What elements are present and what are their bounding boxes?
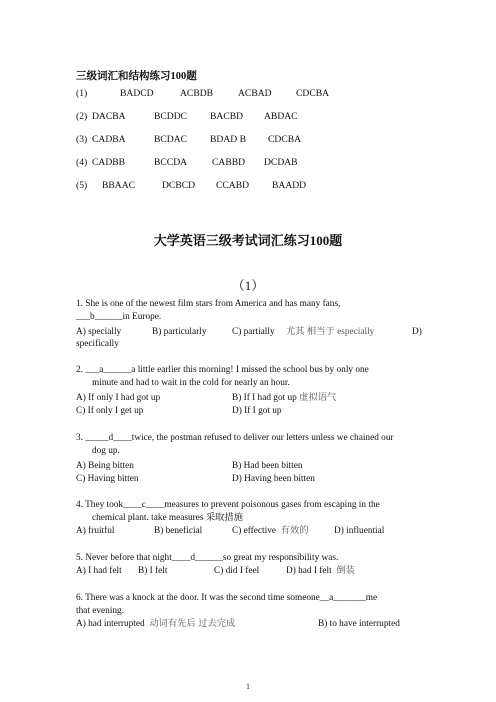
question-2-option-d: D) If I got up <box>232 406 282 416</box>
question-1-option-b: B) particularly <box>152 327 207 337</box>
question-3-option-a: A) Being bitten <box>76 461 134 471</box>
question-5-option-d-text: D) had I felt <box>286 566 332 576</box>
question-5-stem: 5. Never before that night____d______so great my responsibility was. <box>76 553 339 563</box>
question-3-stem-cont: dog up. <box>92 446 120 456</box>
question-5-option-b: B) I felt <box>138 566 168 576</box>
answer-group: BADCD <box>120 88 154 99</box>
question-2-blank: ___a______ <box>85 365 132 375</box>
answer-group: ACBAD <box>238 88 272 99</box>
question-2-option-b-text: B) If I had got up <box>232 393 297 403</box>
question-4-stem-cont: chemical plant. take measures 采取措施 <box>92 513 244 523</box>
answer-group: BDAD B <box>210 134 246 145</box>
answer-group: ABDAC <box>264 111 298 122</box>
answer-group: CADBB <box>92 157 126 168</box>
answer-row-label: (3) <box>76 134 88 145</box>
question-5-option-a: A) I had felt <box>76 566 122 576</box>
question-3-option-b: B) Had been bitten <box>232 461 303 471</box>
question-3-number: 3. <box>76 433 86 443</box>
question-2-option-c: C) If only I get up <box>76 406 144 416</box>
question-4-option-a: A) fruitful <box>76 526 115 536</box>
question-1-note: 尤其 相当于 especially <box>286 327 375 337</box>
answer-row-label: (5) <box>76 180 88 191</box>
answer-group: DCBCD <box>162 180 196 191</box>
question-1-stem: 1. She is one of the newest film stars from America and has many fans, <box>76 299 341 309</box>
question-6-option-a <box>76 618 235 630</box>
question-5-option-c: C) did I feel <box>214 566 260 576</box>
question-6-option-a-text: A) had interrupted <box>76 619 145 629</box>
question-2-note: 虚拟语气 <box>299 393 337 403</box>
question-1-stem-cont: ___b______in Europe. <box>76 312 162 322</box>
question-2-stem-text: a little earlier this morning! I missed the school bus by only one <box>131 365 369 375</box>
question-2-stem-cont: minute and had to wait in the cold for nearly an hour. <box>92 378 290 388</box>
answer-group: ACBDB <box>180 88 214 99</box>
answer-row-label: (2) <box>76 111 88 122</box>
question-2-number: 2. <box>76 365 86 375</box>
question-3-blank: _____d____ <box>85 433 132 443</box>
question-2-option-b <box>232 392 336 404</box>
answer-group: CABBD <box>212 157 246 168</box>
question-4-option-c-text: C) effective <box>232 526 276 536</box>
main-title: 大学英语三级考试词汇练习100题 <box>153 233 343 248</box>
question-3-stem <box>76 432 394 444</box>
question-5-option-d <box>286 565 355 577</box>
answer-group: CCABD <box>216 180 250 191</box>
question-6-stem-cont: that evening. <box>76 606 125 616</box>
answer-group: CADBA <box>92 134 126 145</box>
question-6-note: 动词有先后 过去完成 <box>149 619 236 629</box>
question-1-option-c: C) partially <box>232 327 275 337</box>
page-number: 1 <box>246 682 250 691</box>
answer-group: BBAAC <box>102 180 136 191</box>
section-label: （1） <box>231 278 265 293</box>
question-4-option-b: B) beneficial <box>154 526 203 536</box>
answer-group: DACBA <box>92 111 126 122</box>
question-2-option-a: A) If only I had got up <box>76 393 161 403</box>
question-6-stem: 6. There was a knock at the door. It was the second time someone__a_______me <box>76 593 378 603</box>
question-4-stem: 4. They took____c____measures to prevent poisonous gases from escaping in the <box>76 500 380 510</box>
question-3-option-d: D) Having been bitten <box>232 474 315 484</box>
answer-group: DCDAB <box>264 157 298 168</box>
question-4-note: 有效的 <box>280 526 309 536</box>
question-6-option-b: B) to have interrupted <box>318 619 400 629</box>
answer-group: CDCBA <box>296 88 330 99</box>
question-2-stem <box>76 364 369 376</box>
question-3-stem-text: twice, the postman refused to deliver our letters unless we chained our <box>131 433 394 443</box>
answer-group: BCCDA <box>154 157 188 168</box>
answer-group: BCDDC <box>154 111 188 122</box>
question-3-option-c: C) Having bitten <box>76 474 139 484</box>
question-1-option-d-text: specifically <box>76 339 119 349</box>
question-4-option-d: D) influential <box>334 526 385 536</box>
answer-key-title: 三级词汇和结构练习100题 <box>76 71 197 82</box>
question-1-option-a: A) specially <box>76 327 122 337</box>
answer-row-label: (1) <box>76 88 88 99</box>
question-5-note: 倒装 <box>336 566 355 576</box>
question-1-option-d: D) <box>412 327 422 337</box>
question-4-option-c <box>232 525 309 537</box>
answer-group: BCDAC <box>154 134 188 145</box>
answer-group: BACBD <box>210 111 244 122</box>
answer-group: BAADD <box>272 180 307 191</box>
answer-row-label: (4) <box>76 157 88 168</box>
answer-group: CDCBA <box>268 134 302 145</box>
